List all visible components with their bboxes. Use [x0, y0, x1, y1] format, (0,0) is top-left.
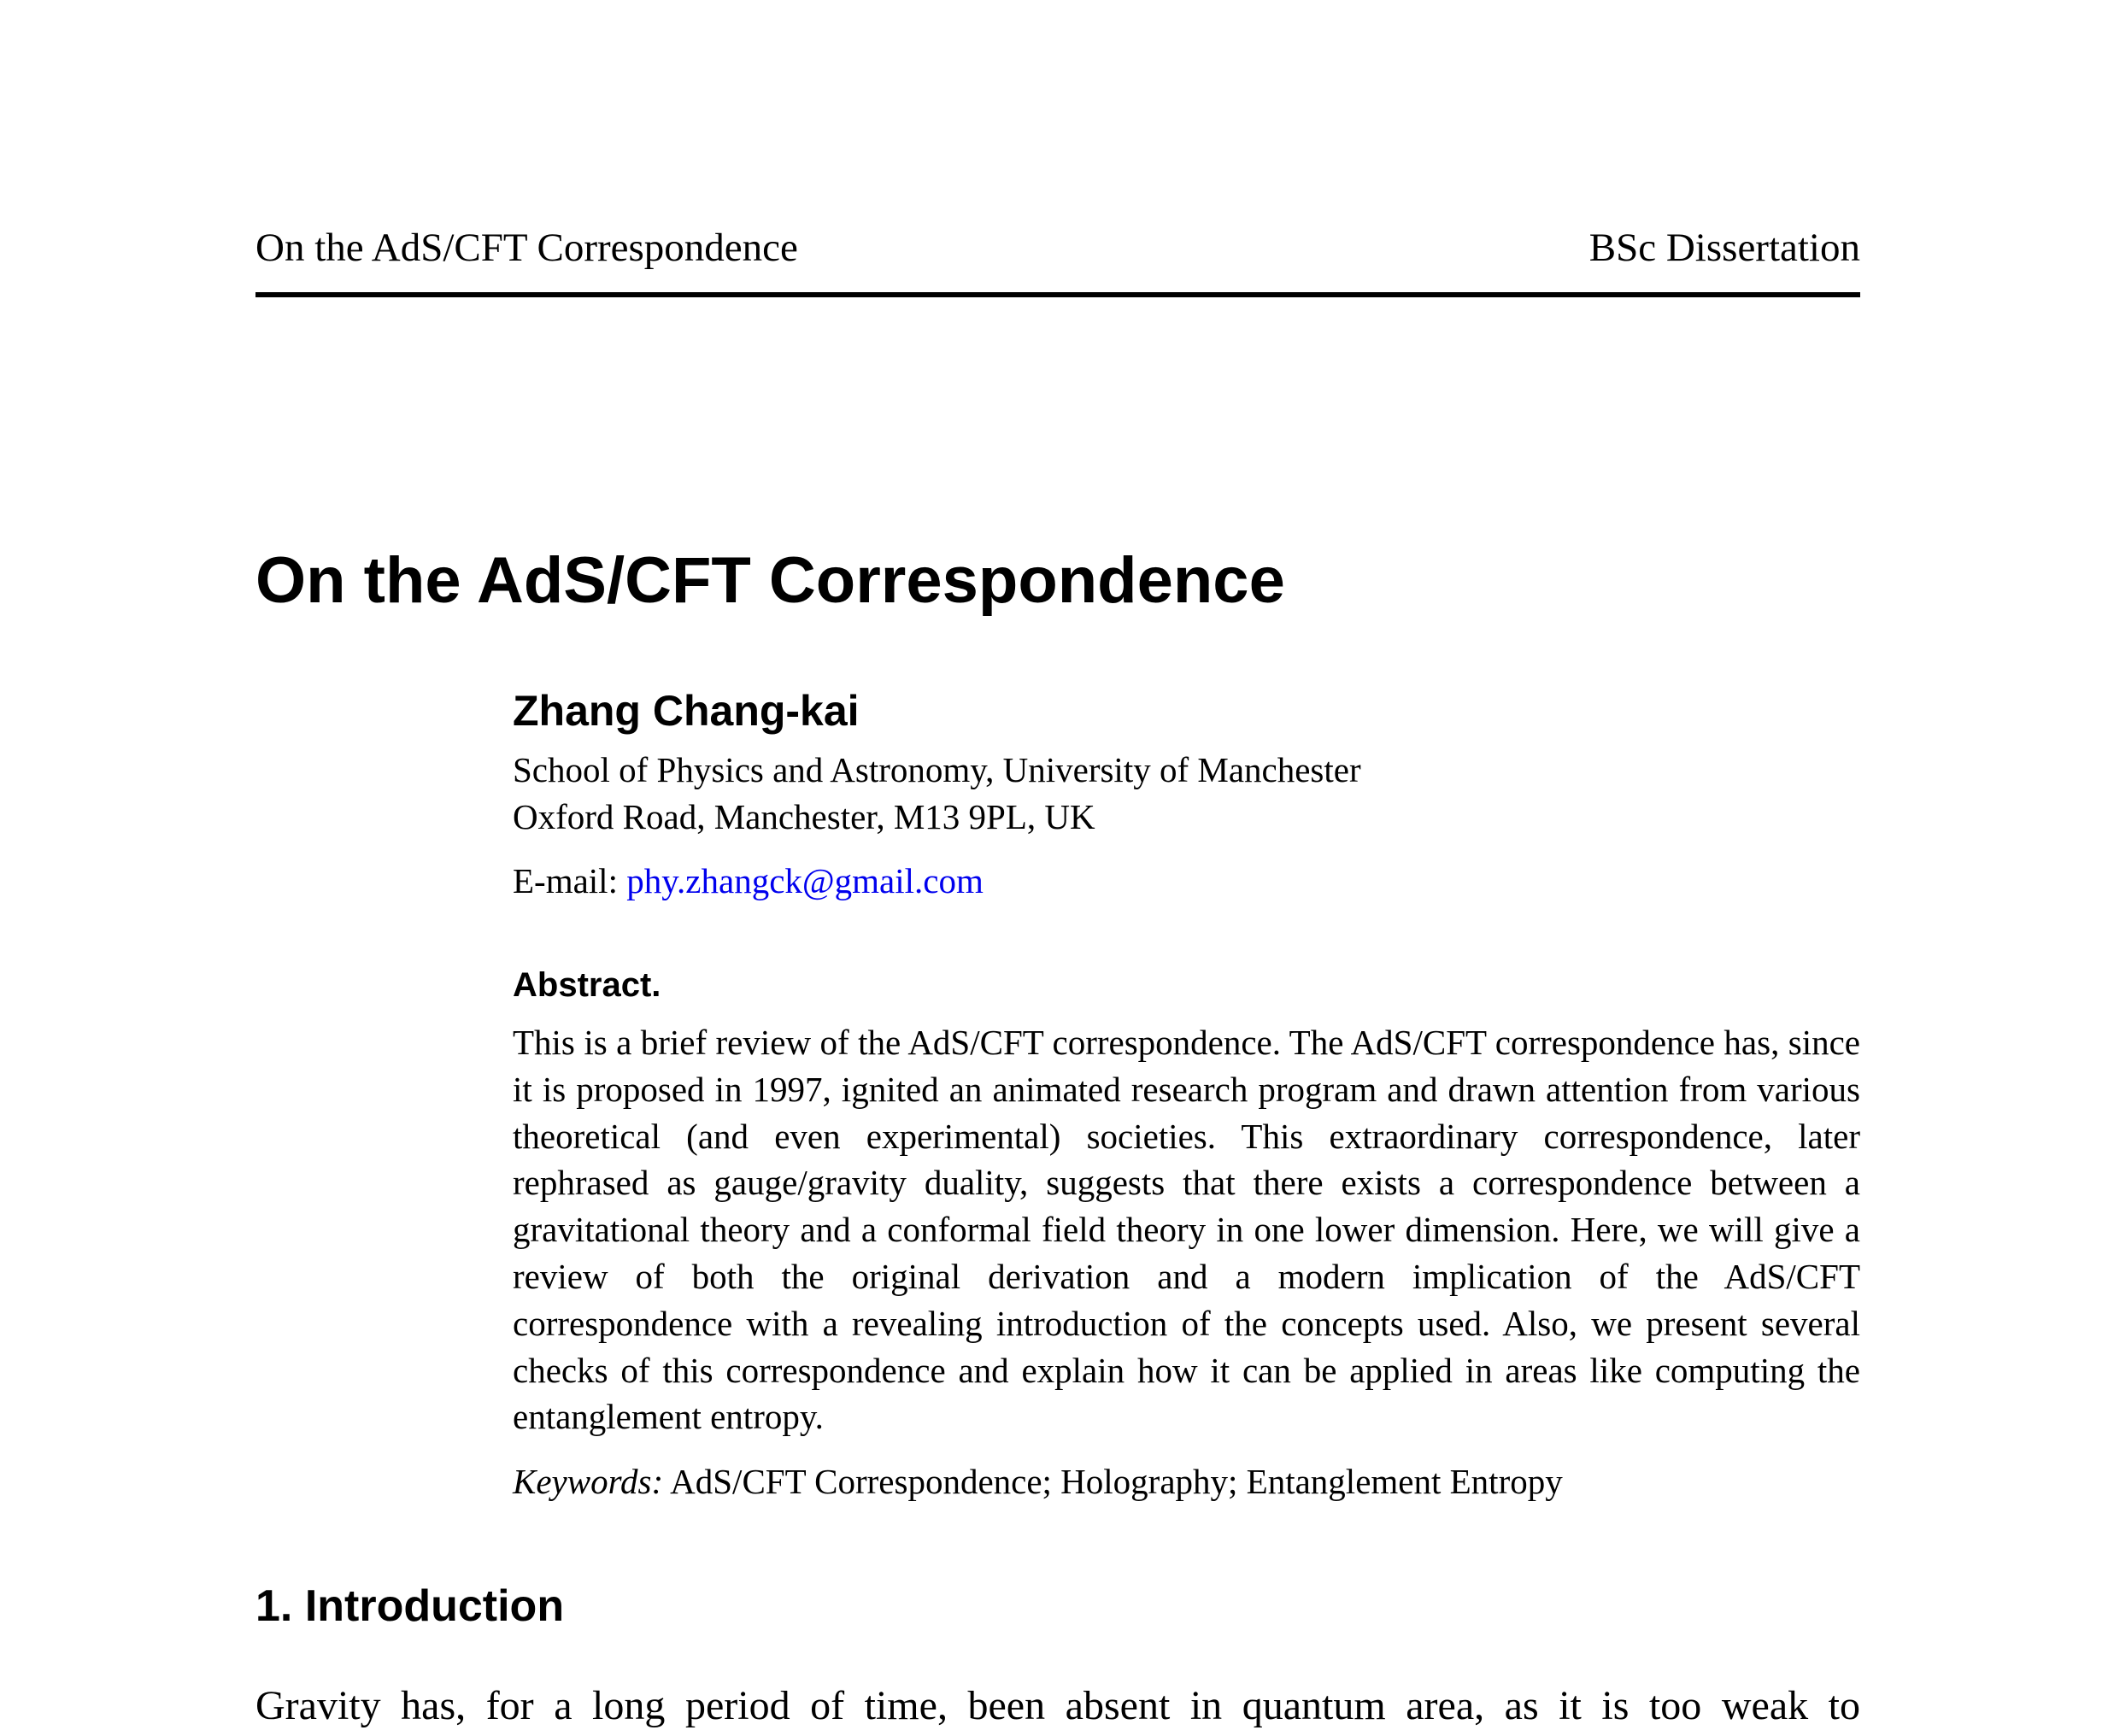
email-label: E-mail:	[513, 861, 618, 900]
header-title: On the AdS/CFT Correspondence	[255, 226, 798, 270]
email-link[interactable]: phy.zhangck@gmail.com	[626, 861, 984, 900]
email-line	[513, 858, 1860, 905]
abstract-text: This is a brief review of the AdS/CFT correspondence. The AdS/CFT correspondence has, since it is proposed in 1997, ignited an animated research program and drawn attention from various theoretical (and even experimental) societies. This extraordinary correspondence, later rephrased as gauge/gravity duality, suggests that there exists a correspondence between a gravitational theory and a conformal field theory in one lower dimension. Here, we will give a review of both the original derivation and a modern implication of the AdS/CFT correspondence with a revealing introduction of the concepts used. Also, we present several checks of this correspondence and explain how it can be applied in areas like computing the entanglement entropy.	[513, 1023, 1860, 1437]
header-rule	[255, 292, 1860, 297]
keywords-text: AdS/CFT Correspondence; Holography; Entanglement Entropy	[670, 1462, 1563, 1502]
abstract-heading: Abstract.	[513, 966, 661, 1004]
paper-title: On the AdS/CFT Correspondence	[255, 544, 1285, 617]
keywords-line	[513, 1458, 1860, 1505]
header-document-type: BSc Dissertation	[1588, 226, 1860, 270]
affiliation-line-1: School of Physics and Astronomy, University of Manchester	[513, 750, 1361, 789]
author-block	[513, 683, 1860, 1505]
introduction-text: Gravity has, for a long period of time, been absent in quantum area, as it is too weak to	[255, 1683, 1860, 1728]
running-header	[255, 218, 1860, 278]
section-heading-introduction: 1. Introduction	[255, 1581, 565, 1631]
author-name: Zhang Chang-kai	[513, 687, 860, 735]
affiliation-line-2: Oxford Road, Manchester, M13 9PL, UK	[513, 797, 1095, 836]
keywords-label: Keywords:	[513, 1462, 664, 1502]
